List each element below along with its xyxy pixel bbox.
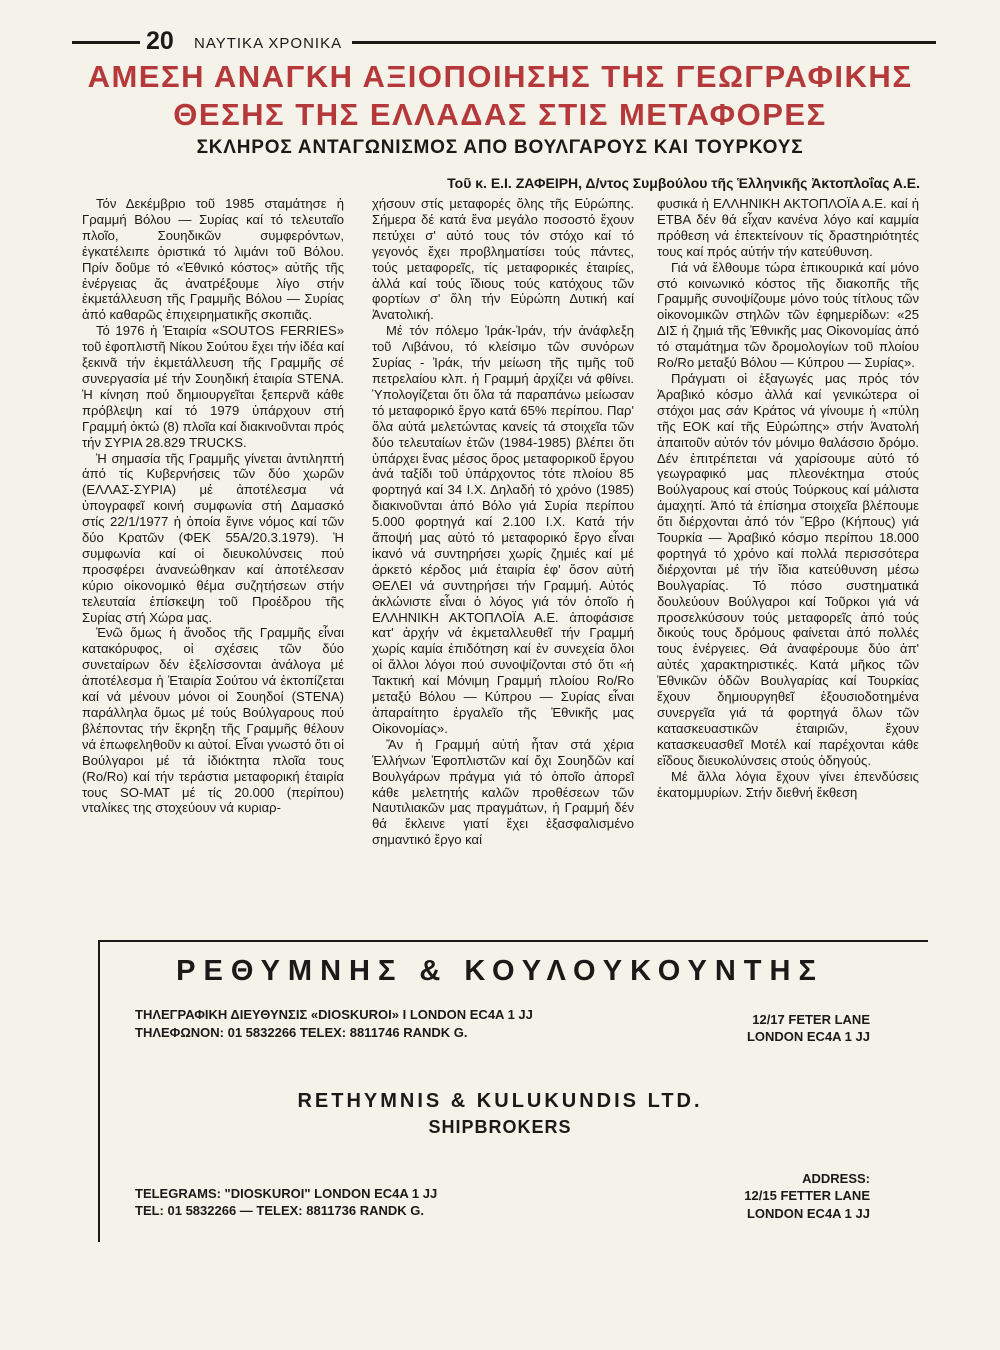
ad-firm-name-greek: ΡΕΘΥΜΝΗΣ & ΚΟΥΛΟΥΚΟΥΝΤΗΣ [176, 955, 824, 987]
article-column-3 [657, 196, 919, 941]
ad-greek-address-line-2: LONDON EC4A 1 JJ [746, 1029, 870, 1044]
ad-english-address-line-1: 12/15 FETTER LANE [744, 1188, 870, 1203]
page-number: 20 [146, 27, 174, 55]
article-byline: Τοῦ κ. Ε.Ι. ΖΑΦΕΙΡΗ, Δ/ντος Συμβούλου τῆς Ἑλληνικῆς Ἀκτοπλοΐας Α.Ε. [447, 175, 920, 191]
magazine-name: ΝΑΥΤΙΚΑ ΧΡΟΝΙΚΑ [194, 35, 343, 52]
paragraph: χήσουν στίς μεταφορές ὅλης τῆς Εὐρώπης. Σήμερα δέ κατά ἕνα μεγάλο ποσοστό ἔχουν πετύχει σ' αὐτό τους τόν στόχο καί τό γεγονός ἔχει προβληματίσει τούς πάντες, τούς μεταφορεῖς, τίς μεταφορικές ἑταιρίες, ἀλλά καί τούς ἴδιους τούς κατόχους τῶν φορτίων σ' ὅλη τήν Εὐρώπη Δυτική καί Ἀνατολική. [372, 196, 634, 323]
paragraph: φυσικά ἡ ΕΛΛΗΝΙΚΗ ΑΚΤΟΠΛΟΪΑ Α.Ε. καί ἡ ΕΤΒΑ δέν θά εἶχαν κανένα λόγο καί καμμία πρόθεση νά ἐπεκτείνουν τίς δραστηριότητές τους καί πρός αὐτήν τήν κατεύθυνση. [657, 196, 919, 259]
ad-shipbrokers: SHIPBROKERS [428, 1117, 572, 1137]
article-title-line-2: ΘΕΣΗΣ ΤΗΣ ΕΛΛΑΔΑΣ ΣΤΙΣ ΜΕΤΑΦΟΡΕΣ [173, 97, 827, 132]
paragraph: Ἄν ἡ Γραμμή αὐτή ἦταν στά χέρια Ἑλλήνων Ἐφοπλιστῶν καί ὄχι Σουηδῶν καί Βουλγάρων πράγμα γιά τό ὁποῖο ἀπορεῖ κάθε μελετητής καλῶν προθέσεων τῶν Ναυτιλιακῶν μας πραγμάτων, ἡ Γραμμή δέν θά ἔκλεινε γιατί ἔχει ἐξασφαλισμένο σημαντικό ἔργο καί [372, 736, 634, 848]
ad-english-telegrams: TELEGRAMS: "DIOSKUROI" LONDON EC4A 1 JJ [135, 1186, 438, 1201]
article-subtitle: ΣΚΛΗΡΟΣ ΑΝΤΑΓΩΝΙΣΜΟΣ ΑΠΟ ΒΟΥΛΓΑΡΟΥΣ ΚΑΙ ΤΟΥΡΚΟΥΣ [196, 137, 804, 158]
paragraph: Πράγματι οἱ ἐξαγωγές μας πρός τόν Ἀραβικό κόσμο ἀλλά καί γενικώτερα οἱ στόχοι μας σάν Κράτος νά γίνουμε ἡ «πύλη τῆς ΕΟΚ καί τῆς Εὐρώπης» στήν Ἀνατολή ἀπαιτοῦν αὐτόν τόν μόνιμο θαλάσσιο δρόμο. Δέν ἐπιτρέπεται νά χαρίσουμε αὐτό τό γεωγραφικό μας πλεονέκτημα στούς Βούλγαρους καί στούς Τούρκους καί μάλιστα ἀμαχητί. Ἀπό τά ἐπίσημα στοιχεῖα βλέπουμε ὅτι διέρχονται ἀπό τόν Ἕβρο (Κήπους) γιά Τουρκία — Ἀραβικό κόσμο περίπου 18.000 φορτηγά τό χρόνο καί πολλά περισσότερα διέρχονται μέ τήν ἴδια κατεύθυνση μέσω Βουλγαρίας. Τό πόσο συστηματικά δουλεύουν Βούλγαροι καί Τοῦρκοι γιά νά προσελκύσουν τούς μεταφορεῖς ἀπό τούς δικούς τους δρόμους φαίνεται ἀπό πολλές τους ἐνέργειες. Θά ἀναφέρουμε δύο ἀπ' αὐτές χαρακτηριστικές. Κατά μῆκος τῶν Ἐθνικῶν ὁδῶν Βουλγαρίας καί Τουρκίας ἔχουν δημιουργηθεῖ ἐξουσιοδοτημένα συνεργεῖα γιά τά φορτηγά ὅλων τῶν κατασκευαστικῶν ἑταιριῶν, ἔχουν κατασκευασθεῖ Μοτέλ καί παρέχονται κάθε εἴδους διευκολύνσεις στούς ὁδηγούς. [657, 370, 919, 768]
ad-address-label: ADDRESS: [802, 1171, 870, 1186]
paragraph: Μέ ἄλλα λόγια ἔχουν γίνει ἐπενδύσεις ἑκατομμυρίων. Στήν διεθνή ἔκθεση [657, 768, 919, 800]
ad-english-address-line-2: LONDON EC4A 1 JJ [746, 1206, 870, 1221]
ad-greek-phone: ΤΗΛΕΦΩΝΟΝ: 01 5832266 TELEX: 8811746 RANDK G. [135, 1025, 468, 1040]
article-title-line-1: ΑΜΕΣΗ ΑΝΑΓΚΗ ΑΞΙΟΠΟΙΗΣΗΣ ΤΗΣ ΓΕΩΓΡΑΦΙΚΗΣ [87, 59, 913, 94]
article-column-2 [372, 196, 634, 941]
paragraph: Ἡ σημασία τῆς Γραμμῆς γίνεται ἀντιληπτή ἀπό τίς Κυβερνήσεις τῶν δύο χωρῶν (ΕΛΛΑΣ-ΣΥΡΙΑ) μέ ἀποτέλεσμα νά ὑπογραφεῖ κοινή συμφωνία στή Δαμασκό στίς 22/1/1977 ἡ ὁποία ἔγινε νόμος καί τῶν δύο Κρατῶν (ΦΕΚ 55Α/20.3.1979). Ἡ συμφωνία καί οἱ διευκολύνσεις πού προσφέρει ἀνανεώθηκαν καί ἀποτέλεσαν κύριο οἰκονομικό θέμα συζητήσεων στήν τελευταία ἐπίσκεψη τοῦ Προέδρου τῆς Συρίας στή Χώρα μας. [82, 450, 344, 625]
paragraph: Τό 1976 ἡ Ἑταιρία «SOUTOS FERRIES» τοῦ ἐφοπλιστῆ Νίκου Σούτου ἔχει τήν ἰδέα καί ξεκινᾶ τήν ἐκμετάλλευση τῆς Γραμμῆς σέ συνεργασία μέ τήν Σουηδική ἑταιρία STENA. Ἡ κίνηση πού δημιουργεῖται ξεπερνᾶ κάθε πρόβλεψη καί τό 1979 ὑπάρχουν στή Γραμμή ὀκτώ (8) πλοῖα καί διακινοῦνται πρός τήν ΣΥΡΙΑ 28.829 TRUCKS. [82, 323, 344, 450]
paragraph: Μέ τόν πόλεμο Ἰράκ-Ἰράν, τήν ἀνάφλεξη τοῦ Λιβάνου, τό κλείσιμο τῶν συνόρων Συρίας - Ἰράκ, τήν μείωση τῆς τιμῆς τοῦ πετρελαίου κλπ. ἡ Γραμμή ἀρχίζει νά φθίνει. Ὑπολογίζεται ὅτι ὅλα τά παραπάνω μείωσαν τό μεταφορικό ἔργο κατά 65% περίπου. Παρ' ὅλα αὐτά μελετώντας κανείς τά στοιχεῖα τῶν δύο τελευταίων ἐτῶν (1984-1985) βλέπει ὅτι ὑπάρχει ἕνας μέσος ὅρος μεταφορικοῦ ἔργου ἀνά ταξίδι τοῦ ὑπάρχοντος τότε πλοίου 85 φορτηγά καί 34 Ι.Χ. Δηλαδή τό χρόνο (1985) διακινοῦνται ἀπό Βόλο γιά Συρία περίπου 5.000 φορτηγά καί 2.100 Ι.Χ. Κατά τήν ἄποψή μας αὐτό τό μεταφορικό ἔργο εἶναι ἱκανό νά συντηρήσει χωρίς ζημιές καί μέ ἀρκετό κέρδος μιά ἑταιρία ἐφ' ὅσον αὐτή ΘΕΛΕΙ νά συντηρήσει τήν Γραμμή. Αὐτός ἀκλώνιστε εἶναι ὁ λόγος γιά τόν ὁποῖο ἡ ΕΛΛΗΝΙΚΗ ΑΚΤΟΠΛΟΪΑ Α.Ε. ἀποφάσισε κατ' ἀρχήν νά ἐκμεταλλευθεῖ τήν Γραμμή χωρίς καμία ἐπιδότηση καί ἐν συνεχεία ὅλοι οἱ ἄλλοι λόγοι πού συνοψίζονται στό ὅτι «ἡ Τακτική καί Μόνιμη Γραμμή πλοίου Ro/Ro μεταξύ Βόλου — Κύπρου — Συρίας εἶναι ἀπαραίτητο ἐργαλεῖο τῆς Ἐθνικῆς μας Οἰκονομίας». [372, 323, 634, 736]
paragraph: Τόν Δεκέμβριο τοῦ 1985 σταμάτησε ἡ Γραμμή Βόλου — Συρίας καί τό τελευταῖο πλοῖο, Σουηδικῶν συμφερόντων, ἐγκατέλειπε ὁριστικά τό λιμάνι τοῦ Βόλου. Πρίν δοῦμε τό «Ἐθνικό κόστος» αὐτῆς τῆς ἐνέργειας ἄς ἀνατρέξουμε λίγο στήν ἐκμετάλλευση τῆς Γραμμῆς Βόλου — Συρίας ἀπό καθαρῶς ἐπιχειρηματικῆς σκοπιᾶς. [82, 196, 344, 323]
ad-greek-telegraph: ΤΗΛΕΓΡΑΦΙΚΗ ΔΙΕΥΘΥΝΣΙΣ «DIOSKUROI» I LONDON EC4A 1 JJ [135, 1007, 533, 1022]
ad-greek-address-line-1: 12/17 FETER LANE [752, 1012, 870, 1027]
header-rule-left [72, 41, 140, 44]
ad-firm-name-english: RETHYMNIS & KULUKUNDIS LTD. [297, 1090, 703, 1112]
header-rule-right [352, 41, 936, 44]
ad-english-tel: TEL: 01 5832266 — TELEX: 8811736 RANDK G. [135, 1203, 425, 1218]
paragraph: Ἐνῶ ὅμως ἡ ἄνοδος τῆς Γραμμῆς εἶναι κατακόρυφος, οἱ σχέσεις τῶν δύο συνεταίρων δέν ἐξελίσσονται ἀνάλογα μέ ἀποτέλεσμα ἡ Ἑταιρία Σούτου νά ἐκτοπίζεται καί νά μένουν μόνοι οἱ Σουηδοί (STENA) παράλληλα ὅμως μέ τούς Βούλγαρους πού βλέποντας τήν ἔκρηξη τῆς Γραμμῆς θέλουν νά ἐπωφεληθοῦν κι αὐτοί. Εἶναι γνωστό ὅτι οἱ Βούλγαροι μέ τά ἰδιόκτητα πλοῖα τους (Ro/Ro) καί τήν τεράστια μεταφορική ἑταιρία τους SO-MAT μέ τίς 20.000 (περίπου) νταλίκες της στοχεύουν νά κυριαρ- [82, 625, 344, 816]
paragraph: Γιά νά ἔλθουμε τώρα ἐπικουρικά καί μόνο στό κοινωνικό κόστος τῆς διακοπῆς τῆς Γραμμῆς συνοψίζουμε μόνο τούς τίτλους τῶν οἰκονομικῶν στηλῶν τῶν ἐφημερίδων: «25 ΔΙΣ ἡ ζημιά τῆς Ἐθνικῆς μας Οἰκονομίας ἀπό τό σταμάτημα τῶν δρομολογίων τοῦ πλοίου Ro/Ro μεταξύ Βόλου — Κύπρου — Συρίας». [657, 259, 919, 371]
article-column-1 [82, 196, 344, 941]
